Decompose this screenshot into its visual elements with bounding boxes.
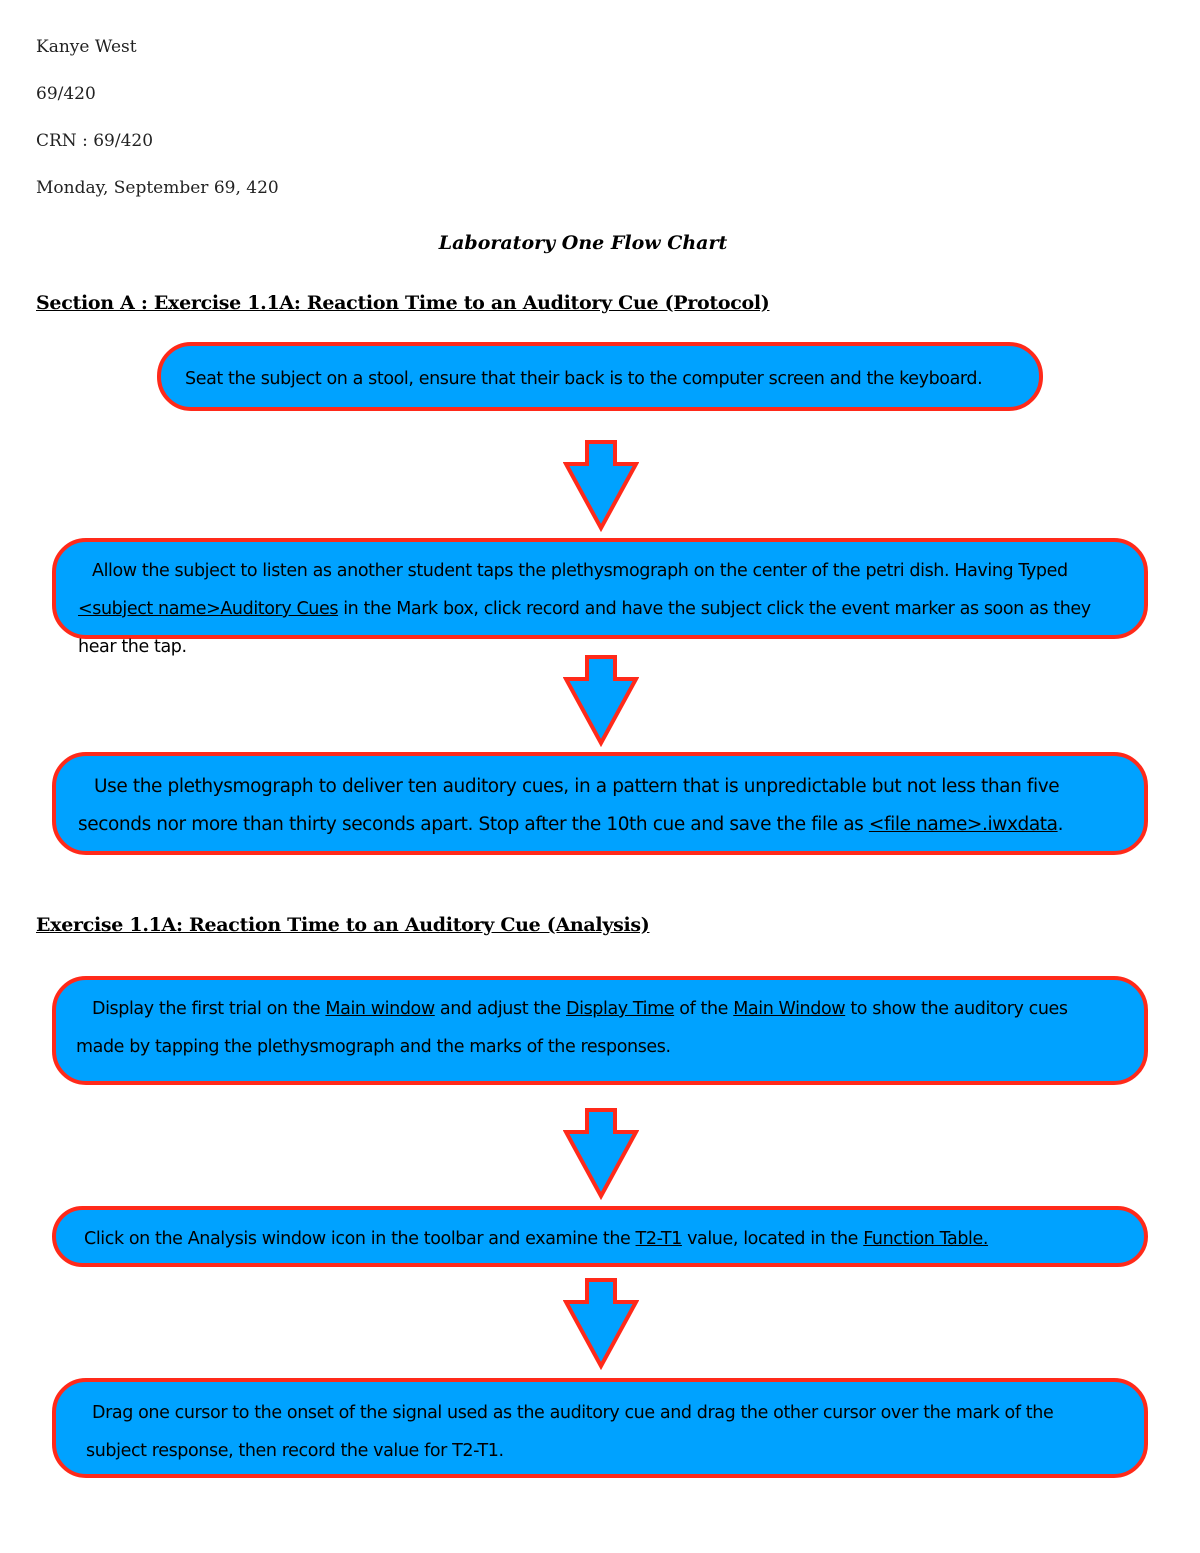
- author-name: Kanye West: [36, 37, 137, 57]
- function-table-link[interactable]: Function Table.: [863, 1229, 989, 1249]
- main-window-link-2[interactable]: Main Window: [733, 999, 846, 1019]
- down-arrow-icon: [563, 440, 639, 532]
- flow-step-text: and adjust the: [434, 999, 567, 1019]
- flow-step-box-5: [52, 1206, 1148, 1267]
- flow-step-text: in the Mark box, click record and have the subject click the event marker as soon as they hear the tap.: [78, 599, 1091, 657]
- down-arrow-icon: [563, 655, 639, 747]
- flow-step-text: of the: [674, 999, 734, 1019]
- flow-step-box-2: [52, 538, 1148, 657]
- header-date: Monday, September 69, 420: [36, 178, 279, 198]
- main-window-link[interactable]: Main window: [325, 999, 435, 1019]
- flow-step-text: value, located in the: [681, 1229, 864, 1249]
- section-b-heading: Exercise 1.1A: Reaction Time to an Auditory Cue (Analysis): [36, 914, 650, 936]
- document-title: Laboratory One Flow Chart: [438, 232, 728, 254]
- display-time-link[interactable]: Display Time: [566, 999, 675, 1019]
- flow-step-text: Click on the Analysis window icon in the toolbar and examine the: [84, 1229, 636, 1249]
- flow-step-text: Seat the subject on a stool, ensure that their back is to the computer screen and the keyboard.: [185, 369, 983, 389]
- flow-step-text: Use the plethysmograph to deliver ten auditory cues, in a pattern that is unpredictable but not less than five seconds nor more than thirty seconds apart. Stop after the 10th cue and save the file as: [78, 776, 1060, 835]
- t2-t1-link[interactable]: T2-T1: [635, 1229, 682, 1249]
- flow-step-text: Display the first trial on the: [92, 999, 326, 1019]
- flow-step-box-3: [52, 752, 1148, 855]
- section-a-heading: Section A : Exercise 1.1A: Reaction Time to an Auditory Cue (Protocol): [36, 292, 770, 314]
- file-name-link[interactable]: <file name>.iwxdata: [868, 814, 1058, 835]
- subject-name-link[interactable]: <subject name>Auditory Cues: [78, 599, 339, 619]
- flow-step-text: .: [1057, 814, 1064, 835]
- header-line-number: 69/420: [36, 84, 96, 104]
- flow-step-box-6: [52, 1378, 1148, 1478]
- flow-step-box-1: [157, 342, 1043, 411]
- down-arrow-icon: [563, 1108, 639, 1200]
- down-arrow-icon: [563, 1278, 639, 1370]
- flow-step-box-4: [52, 976, 1148, 1085]
- flow-step-text: to show the auditory cues made by tapping the plethysmograph and the marks of the responses.: [76, 999, 1068, 1057]
- header-crn: CRN : 69/420: [36, 131, 154, 151]
- flow-step-text: Drag one cursor to the onset of the signal used as the auditory cue and drag the other cursor over the mark of the subject response, then record the value for T2-T1.: [86, 1403, 1054, 1461]
- flow-step-text: Allow the subject to listen as another student taps the plethysmograph on the center of the petri dish. Having Typed: [92, 561, 1068, 581]
